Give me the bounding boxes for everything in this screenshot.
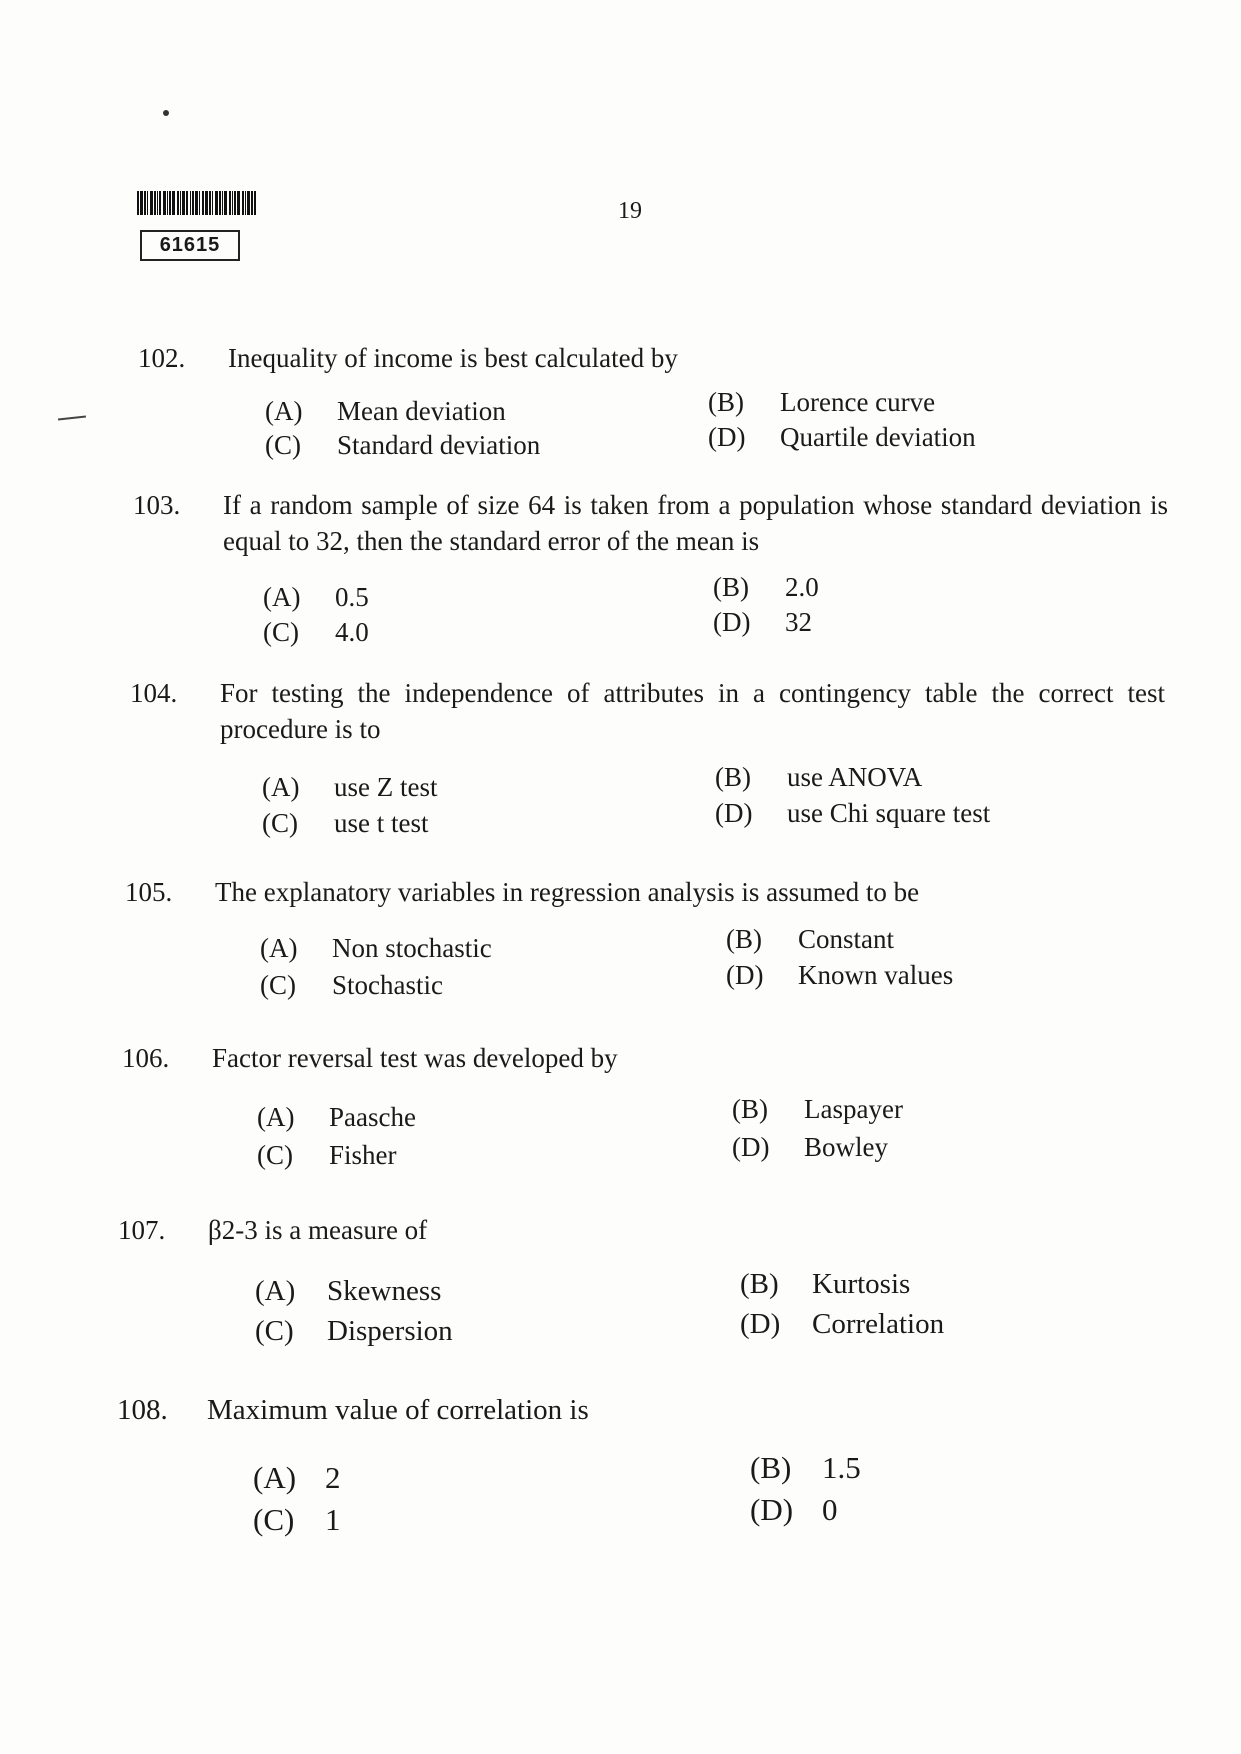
question-number: 104. <box>130 678 178 708</box>
margin-dash-mark <box>58 416 86 421</box>
option-text: Fisher <box>329 1140 397 1170</box>
question-number: 106. <box>122 1043 170 1073</box>
question-text: For testing the independence of attributes in a contingency table the correct test procedure is to <box>220 678 1165 744</box>
question-104 <box>130 675 1175 755</box>
question-number: 102. <box>138 343 186 373</box>
option-text: 1 <box>325 1502 341 1537</box>
option-a <box>255 1275 441 1308</box>
option-letter: (C) <box>257 1140 293 1170</box>
question-107 <box>118 1212 1168 1252</box>
question-text: β2-3 is a measure of <box>208 1215 428 1245</box>
option-text: 2 <box>325 1460 341 1495</box>
option-c <box>260 970 443 1001</box>
option-letter: (D) <box>708 422 746 452</box>
question-number: 103. <box>133 490 181 520</box>
option-letter: (B) <box>708 387 744 417</box>
option-letter: (D) <box>750 1492 794 1527</box>
option-a <box>262 772 437 803</box>
option-c <box>265 430 540 461</box>
question-text: Inequality of income is best calculated by <box>228 343 678 373</box>
option-letter: (D) <box>732 1132 770 1162</box>
option-b <box>713 572 819 603</box>
option-text: Standard deviation <box>337 430 541 460</box>
page-number: 19 <box>618 198 642 224</box>
option-b <box>732 1094 903 1125</box>
option-letter: (A) <box>263 582 301 612</box>
paper-code: 61615 <box>140 230 240 261</box>
option-c <box>255 1315 453 1348</box>
option-d <box>750 1492 838 1528</box>
option-text: use t test <box>334 808 429 838</box>
option-letter: (B) <box>713 572 749 602</box>
option-text: use Z test <box>334 772 438 802</box>
option-letter: (A) <box>262 772 300 802</box>
question-number: 107. <box>118 1215 166 1245</box>
option-d <box>740 1308 944 1341</box>
option-d <box>726 960 953 991</box>
option-letter: (C) <box>265 430 301 460</box>
option-a <box>265 396 506 427</box>
option-letter: (B) <box>732 1094 768 1124</box>
option-a <box>253 1460 341 1496</box>
option-text: 0.5 <box>335 582 369 612</box>
scan-speck <box>163 110 169 116</box>
option-text: Dispersion <box>327 1315 453 1347</box>
option-d <box>715 798 990 829</box>
question-106 <box>122 1040 1172 1080</box>
option-letter: (D) <box>740 1308 781 1340</box>
option-text: Bowley <box>804 1132 888 1162</box>
option-a <box>260 933 492 964</box>
option-text: Stochastic <box>332 970 443 1000</box>
option-letter: (C) <box>253 1502 295 1537</box>
option-text: Kurtosis <box>812 1268 911 1300</box>
option-letter: (A) <box>257 1102 295 1132</box>
option-text: 0 <box>822 1492 838 1527</box>
option-letter: (C) <box>262 808 298 838</box>
question-number: 108. <box>117 1394 168 1426</box>
option-b <box>715 762 922 793</box>
option-letter: (B) <box>715 762 751 792</box>
option-a <box>257 1102 416 1133</box>
option-b <box>740 1268 910 1301</box>
option-text: Lorence curve <box>780 387 936 417</box>
question-108 <box>117 1392 1167 1432</box>
question-text: Factor reversal test was developed by <box>212 1043 618 1073</box>
barcode <box>137 191 307 215</box>
option-c <box>263 617 369 648</box>
option-letter: (B) <box>750 1450 792 1485</box>
option-text: use Chi square test <box>787 798 991 828</box>
option-letter: (D) <box>726 960 764 990</box>
question-103 <box>133 487 1173 567</box>
option-letter: (A) <box>253 1460 297 1495</box>
option-c <box>257 1140 397 1171</box>
option-text: Mean deviation <box>337 396 506 426</box>
option-text: Laspayer <box>804 1094 903 1124</box>
question-102 <box>138 340 1168 380</box>
option-letter: (D) <box>713 607 751 637</box>
question-text: The explanatory variables in regression analysis is assumed to be <box>215 877 920 907</box>
option-text: 2.0 <box>785 572 819 602</box>
option-text: 32 <box>785 607 812 637</box>
option-text: 1.5 <box>822 1450 861 1485</box>
option-text: Known values <box>798 960 954 990</box>
option-b <box>726 924 894 955</box>
option-text: Non stochastic <box>332 933 492 963</box>
option-letter: (A) <box>255 1275 296 1307</box>
question-text: If a random sample of size 64 is taken from a population whose standard deviation is equal to 32, then the standard error of the mean is <box>223 490 1168 556</box>
option-letter: (A) <box>265 396 303 426</box>
question-text: Maximum value of correlation is <box>207 1394 589 1426</box>
option-letter: (D) <box>715 798 753 828</box>
option-text: Quartile deviation <box>780 422 976 452</box>
option-c <box>262 808 429 839</box>
option-letter: (C) <box>263 617 299 647</box>
option-text: Constant <box>798 924 895 954</box>
option-letter: (B) <box>740 1268 779 1300</box>
option-b <box>708 387 935 418</box>
option-d <box>708 422 976 453</box>
option-letter: (C) <box>255 1315 294 1347</box>
option-a <box>263 582 369 613</box>
option-letter: (A) <box>260 933 298 963</box>
option-text: Correlation <box>812 1308 945 1340</box>
question-number: 105. <box>125 877 173 907</box>
option-letter: (B) <box>726 924 762 954</box>
option-text: Paasche <box>329 1102 416 1132</box>
option-text: Skewness <box>327 1275 442 1307</box>
option-d <box>713 607 812 638</box>
option-text: use ANOVA <box>787 762 923 792</box>
option-letter: (C) <box>260 970 296 1000</box>
option-text: 4.0 <box>335 617 369 647</box>
option-c <box>253 1502 341 1538</box>
question-105 <box>125 874 1175 914</box>
option-d <box>732 1132 888 1163</box>
option-b <box>750 1450 861 1486</box>
